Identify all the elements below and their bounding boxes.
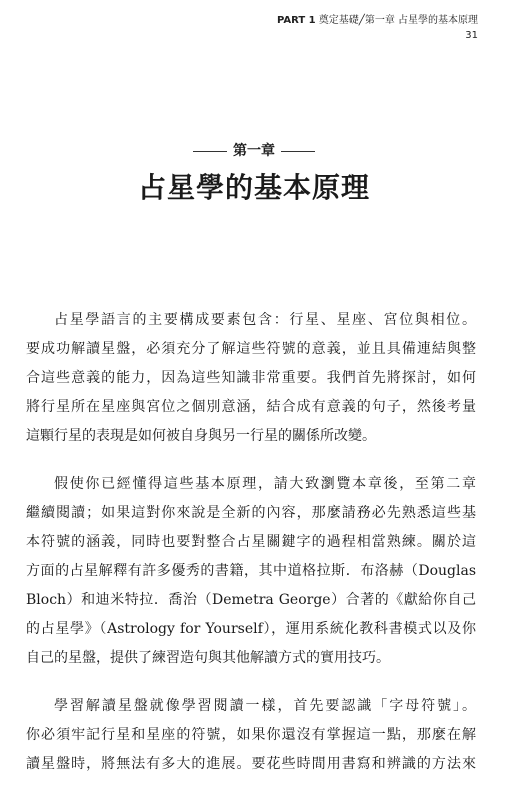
- part-label: PART 1: [276, 15, 316, 26]
- text-line: 學習解讀星盤就像學習閱讀一樣，首先要認識「字母符號」。: [54, 698, 476, 714]
- paragraph-3: [26, 692, 476, 779]
- chapter-title: 占星學的基本原理: [137, 171, 370, 204]
- page-number: 31: [465, 30, 478, 41]
- text-line: 自己的星盤，提供了練習造句與其他解讀方式的實用技巧。: [26, 650, 390, 666]
- body-text: [26, 306, 476, 798]
- text-line: 這顆行星的表現是如何被自身與另一行星的關係所改變。: [26, 428, 376, 444]
- chapter-number: 第一章: [233, 143, 275, 159]
- text-line: 方面的占星解釋有許多優秀的書籍，其中道格拉斯．布洛赫（Douglas: [26, 563, 476, 579]
- text-line: 合這些意義的能力，因為這些知識非常重要。我們首先將探討，如何: [26, 370, 476, 386]
- kicker-rule-right: [281, 151, 315, 152]
- paragraph-2: [26, 470, 476, 673]
- text-line: 占星學語言的主要構成要素包含：行星、星座、宮位與相位。: [54, 312, 476, 328]
- text-line: 的占星學》（Astrology for Yourself），運用系統化教科書模式以及你: [26, 621, 476, 637]
- text-line: 繼續閱讀；如果這對你來說是全新的內容，那麼請務必先熟悉這些基: [26, 505, 476, 521]
- section-label: 奠定基礎╱第一章 占星學的基本原理: [318, 15, 478, 26]
- chapter-kicker: [0, 141, 508, 161]
- text-line: 將行星所在星座與宮位之個別意涵，結合成有意義的句子，然後考量: [26, 399, 476, 415]
- text-line: 要成功解讀星盤，必須充分了解這些符號的意義，並且具備連結與整: [26, 341, 476, 357]
- running-header: [277, 14, 478, 43]
- text-line: 讀星盤時，將無法有多大的進展。要花些時間用書寫和辨識的方法來: [26, 756, 476, 772]
- text-line: 本符號的涵義，同時也要對整合占星關鍵字的過程相當熟練。關於這: [26, 534, 476, 550]
- text-line: Bloch）和迪米特拉．喬治（Demetra George）合著的《獻給你自己: [26, 592, 476, 608]
- text-line: 你必須牢記行星和星座的符號，如果你還沒有掌握這一點，那麼在解: [26, 727, 476, 743]
- paragraph-1: [26, 306, 476, 451]
- text-line: 假使你已經懂得這些基本原理，請大致瀏覽本章後，至第二章: [54, 476, 476, 492]
- kicker-rule-left: [193, 151, 227, 152]
